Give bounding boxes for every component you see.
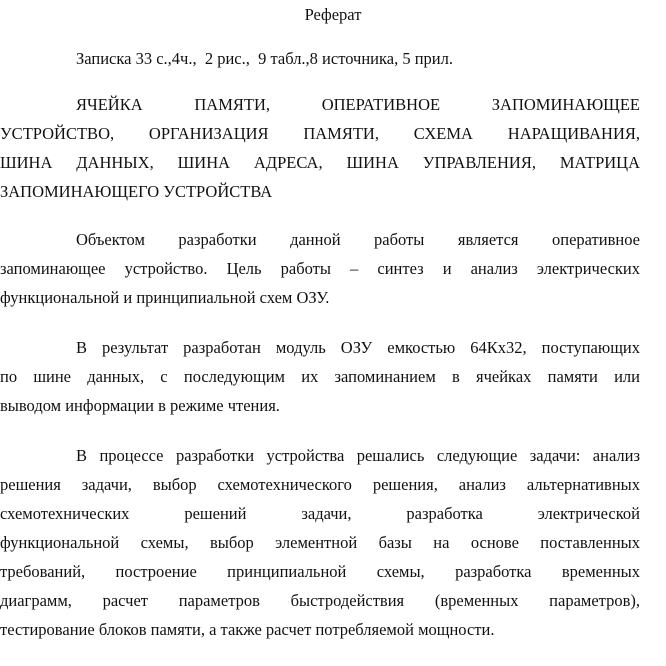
paragraph-line: по шине данных, с последующим их запоминанием в ячейках памяти или (0, 367, 640, 386)
keywords-line: ЯЧЕЙКА ПАМЯТИ, ОПЕРАТИВНОЕ ЗАПОМИНАЮЩЕЕ (76, 95, 640, 114)
paragraph-line: выводом информации в режиме чтения. (0, 396, 280, 415)
paragraph-line: В результат разработан модуль ОЗУ емкостью 64Кх32, поступающих (76, 338, 640, 357)
paragraph-tasks-cont (0, 470, 640, 644)
paragraph-object-cont (0, 254, 640, 312)
paragraph-tasks (76, 441, 640, 470)
paragraph-line: функциональной и принципиальной схем ОЗУ. (0, 288, 330, 307)
summary-line: Записка 33 с.,4ч., 2 рис., 9 табл.,8 источника, 5 прил. (76, 49, 453, 68)
paragraph-result-cont (0, 362, 640, 420)
keywords-line: УСТРОЙСТВО, ОРГАНИЗАЦИЯ ПАМЯТИ, СХЕМА НАРАЩИВАНИЯ, (0, 124, 640, 143)
paragraph-line: требований, построение принципиальной схемы, разработка временных (0, 562, 640, 581)
page-title: Реферат (304, 5, 362, 24)
keywords-line: ШИНА ДАННЫХ, ШИНА АДРЕСА, ШИНА УПРАВЛЕНИЯ, МАТРИЦА (0, 153, 640, 172)
paragraph-line: диаграмм, расчет параметров быстродействия (временных параметров), (0, 591, 640, 610)
paragraph-object (76, 225, 640, 254)
paragraph-line: Объектом разработки данной работы является оперативное (76, 230, 640, 249)
paragraph-line: тестирование блоков памяти, а также расчет потребляемой мощности. (0, 620, 495, 639)
paragraph-line: запоминающее устройство. Цель работы – синтез и анализ электрических (0, 259, 640, 278)
paragraph-line: В процессе разработки устройства решались следующие задачи: анализ (76, 446, 640, 465)
paragraph-result (76, 333, 640, 362)
paragraph-line: схемотехнических решений задачи, разработка электрической (0, 504, 640, 523)
paragraph-line: функциональной схемы, выбор элементной базы на основе поставленных (0, 533, 640, 552)
keywords-block (76, 90, 640, 119)
keywords-block-cont (0, 119, 640, 206)
keywords-line: ЗАПОМИНАЮЩЕГО УСТРОЙСТВА (0, 182, 273, 201)
paragraph-line: решения задачи, выбор схемотехнического решения, анализ альтернативных (0, 475, 640, 494)
